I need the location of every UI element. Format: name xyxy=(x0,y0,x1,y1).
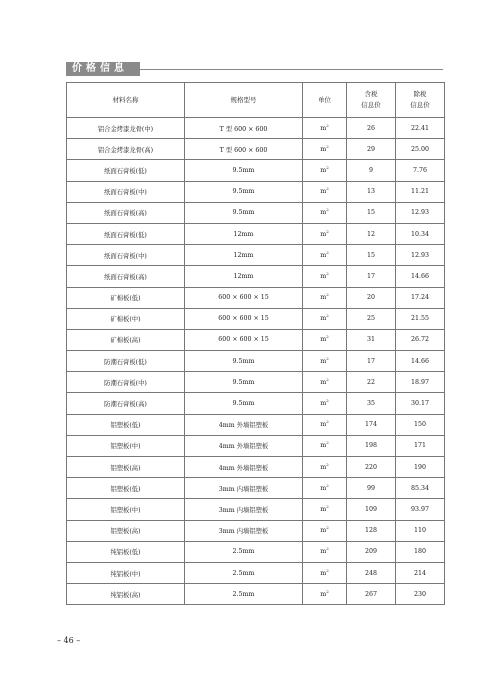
cell-net-price: 7.76 xyxy=(396,160,445,181)
cell-net-price: 30.17 xyxy=(396,393,445,414)
cell-net-price: 110 xyxy=(396,520,445,541)
unit-base: m xyxy=(320,357,327,365)
cell-spec-model: 9.5mm xyxy=(185,160,303,181)
cell-spec-model: 600 × 600 × 15 xyxy=(185,287,303,308)
cell-net-price: 25.00 xyxy=(396,139,445,160)
cell-unit xyxy=(303,118,347,139)
table-row xyxy=(67,562,445,583)
cell-net-price: 22.41 xyxy=(396,118,445,139)
cell-net-price: 214 xyxy=(396,562,445,583)
cell-net-price: 17.24 xyxy=(396,287,445,308)
unit-exponent: 2 xyxy=(326,270,329,276)
cell-tax-price: 25 xyxy=(347,308,396,329)
unit-base: m xyxy=(320,272,327,280)
cell-spec-model: 12mm xyxy=(185,266,303,287)
header-material-name: 材料名称 xyxy=(67,83,185,118)
unit-base: m xyxy=(320,484,327,492)
cell-tax-price: 267 xyxy=(347,584,396,605)
cell-material-name: 铝塑板(中) xyxy=(67,499,185,520)
header-net-price xyxy=(396,83,445,118)
cell-unit xyxy=(303,329,347,350)
cell-material-name: 矿棉板(中) xyxy=(67,308,185,329)
section-divider xyxy=(140,69,443,70)
table-row xyxy=(67,457,445,478)
unit-exponent: 2 xyxy=(326,461,329,467)
table-row xyxy=(67,287,445,308)
cell-material-name: 纸面石膏板(低) xyxy=(67,223,185,244)
table-row xyxy=(67,223,445,244)
table-body xyxy=(67,118,445,605)
cell-material-name: 铝塑板(高) xyxy=(67,457,185,478)
unit-exponent: 2 xyxy=(326,292,329,297)
cell-tax-price: 15 xyxy=(347,245,396,266)
cell-net-price: 14.66 xyxy=(396,266,445,287)
cell-material-name: 铝合金烤漆龙骨(中) xyxy=(67,118,185,139)
cell-spec-model: 2.5mm xyxy=(185,541,303,562)
cell-tax-price: 174 xyxy=(347,414,396,435)
table-row xyxy=(67,351,445,372)
cell-tax-price: 248 xyxy=(347,562,396,583)
cell-net-price: 11.21 xyxy=(396,181,445,202)
cell-spec-model: T 型 600 × 600 xyxy=(185,118,303,139)
unit-exponent: 2 xyxy=(326,355,329,361)
table-row xyxy=(67,414,445,435)
cell-spec-model: 9.5mm xyxy=(185,372,303,393)
cell-unit xyxy=(303,308,347,329)
cell-unit xyxy=(303,457,347,478)
header-tax-line1: 含税 xyxy=(364,90,378,98)
unit-base: m xyxy=(320,336,327,344)
cell-unit xyxy=(303,202,347,223)
cell-material-name: 铝塑板(高) xyxy=(67,520,185,541)
unit-base: m xyxy=(320,209,327,217)
cell-unit xyxy=(303,181,347,202)
cell-material-name: 铝塑板(中) xyxy=(67,435,185,456)
cell-tax-price: 12 xyxy=(347,223,396,244)
unit-base: m xyxy=(320,251,327,259)
unit-base: m xyxy=(320,188,327,196)
cell-unit xyxy=(303,287,347,308)
cell-unit xyxy=(303,478,347,499)
cell-unit xyxy=(303,584,347,605)
cell-unit xyxy=(303,520,347,541)
unit-exponent: 2 xyxy=(326,546,329,552)
cell-unit xyxy=(303,393,347,414)
cell-net-price: 10.34 xyxy=(396,223,445,244)
table-row xyxy=(67,372,445,393)
unit-exponent: 2 xyxy=(326,503,329,509)
cell-net-price: 21.55 xyxy=(396,308,445,329)
cell-material-name: 防潮石膏板(高) xyxy=(67,393,185,414)
cell-tax-price: 220 xyxy=(347,457,396,478)
table-row xyxy=(67,329,445,350)
cell-unit xyxy=(303,351,347,372)
cell-unit xyxy=(303,562,347,583)
cell-tax-price: 209 xyxy=(347,541,396,562)
table-row xyxy=(67,499,445,520)
cell-material-name: 纯铝板(高) xyxy=(67,584,185,605)
page-number: – 46 – xyxy=(57,636,81,645)
unit-exponent: 2 xyxy=(326,164,329,170)
cell-net-price: 180 xyxy=(396,541,445,562)
cell-tax-price: 35 xyxy=(347,393,396,414)
cell-unit xyxy=(303,372,347,393)
table-row xyxy=(67,393,445,414)
cell-spec-model: 2.5mm xyxy=(185,562,303,583)
cell-spec-model: 4mm 外墙铝塑板 xyxy=(185,435,303,456)
cell-material-name: 纸面石膏板(中) xyxy=(67,245,185,266)
unit-exponent: 2 xyxy=(326,376,329,382)
cell-material-name: 矿棉板(低) xyxy=(67,287,185,308)
cell-spec-model: 3mm 内墙铝塑板 xyxy=(185,499,303,520)
cell-spec-model: T 型 600 × 600 xyxy=(185,139,303,160)
unit-base: m xyxy=(320,421,327,429)
unit-exponent: 2 xyxy=(326,334,329,340)
unit-exponent: 2 xyxy=(326,249,329,255)
unit-exponent: 2 xyxy=(326,397,329,403)
table-row xyxy=(67,181,445,202)
unit-base: m xyxy=(320,527,327,535)
cell-spec-model: 600 × 600 × 15 xyxy=(185,329,303,350)
cell-net-price: 14.66 xyxy=(396,351,445,372)
unit-base: m xyxy=(320,124,327,132)
table-row xyxy=(67,202,445,223)
cell-tax-price: 9 xyxy=(347,160,396,181)
cell-unit xyxy=(303,541,347,562)
cell-spec-model: 9.5mm xyxy=(185,202,303,223)
header-tax-line2: 信息价 xyxy=(361,101,381,109)
table-row xyxy=(67,139,445,160)
unit-base: m xyxy=(320,463,327,471)
cell-material-name: 矿棉板(高) xyxy=(67,329,185,350)
price-table xyxy=(66,82,445,605)
cell-material-name: 纸面石膏板(低) xyxy=(67,160,185,181)
cell-net-price: 230 xyxy=(396,584,445,605)
cell-material-name: 防潮石膏板(中) xyxy=(67,372,185,393)
table-row xyxy=(67,584,445,605)
cell-spec-model: 12mm xyxy=(185,245,303,266)
header-unit: 单位 xyxy=(303,83,347,118)
cell-material-name: 铝塑板(低) xyxy=(67,478,185,499)
cell-material-name: 纸面石膏板(高) xyxy=(67,266,185,287)
unit-exponent: 2 xyxy=(326,186,329,192)
unit-base: m xyxy=(320,378,327,386)
unit-base: m xyxy=(320,505,327,513)
cell-material-name: 防潮石膏板(低) xyxy=(67,351,185,372)
cell-unit xyxy=(303,266,347,287)
unit-exponent: 2 xyxy=(326,567,329,573)
cell-net-price: 85.34 xyxy=(396,478,445,499)
unit-base: m xyxy=(320,145,327,153)
table-row xyxy=(67,160,445,181)
cell-unit xyxy=(303,245,347,266)
table-row xyxy=(67,478,445,499)
cell-tax-price: 26 xyxy=(347,118,396,139)
cell-unit xyxy=(303,223,347,244)
cell-tax-price: 17 xyxy=(347,351,396,372)
unit-base: m xyxy=(320,400,327,408)
cell-net-price: 12.93 xyxy=(396,245,445,266)
cell-net-price: 150 xyxy=(396,414,445,435)
table-header-row xyxy=(67,83,445,118)
unit-exponent: 2 xyxy=(326,313,329,319)
cell-unit xyxy=(303,139,347,160)
cell-spec-model: 4mm 外墙铝塑板 xyxy=(185,414,303,435)
cell-unit xyxy=(303,499,347,520)
unit-exponent: 2 xyxy=(326,207,329,213)
header-tax-price xyxy=(347,83,396,118)
unit-base: m xyxy=(320,230,327,238)
header-net-line2: 信息价 xyxy=(410,101,430,109)
cell-spec-model: 12mm xyxy=(185,223,303,244)
header-spec-model: 规格型号 xyxy=(185,83,303,118)
unit-base: m xyxy=(320,442,327,450)
unit-exponent: 2 xyxy=(326,143,329,149)
cell-tax-price: 22 xyxy=(347,372,396,393)
cell-net-price: 12.93 xyxy=(396,202,445,223)
cell-material-name: 纸面石膏板(中) xyxy=(67,181,185,202)
unit-exponent: 2 xyxy=(326,482,329,488)
cell-spec-model: 9.5mm xyxy=(185,351,303,372)
cell-net-price: 171 xyxy=(396,435,445,456)
table-row xyxy=(67,308,445,329)
cell-unit xyxy=(303,414,347,435)
unit-exponent: 2 xyxy=(326,122,329,128)
unit-base: m xyxy=(320,569,327,577)
unit-base: m xyxy=(320,315,327,323)
table-row xyxy=(67,541,445,562)
table-row xyxy=(67,245,445,266)
cell-tax-price: 109 xyxy=(347,499,396,520)
cell-spec-model: 4mm 外墙铝塑板 xyxy=(185,457,303,478)
cell-unit xyxy=(303,435,347,456)
cell-unit xyxy=(303,160,347,181)
cell-material-name: 纯铝板(中) xyxy=(67,562,185,583)
cell-material-name: 铝塑板(低) xyxy=(67,414,185,435)
cell-tax-price: 31 xyxy=(347,329,396,350)
table-row xyxy=(67,266,445,287)
cell-material-name: 纸面石膏板(高) xyxy=(67,202,185,223)
cell-spec-model: 2.5mm xyxy=(185,584,303,605)
cell-tax-price: 99 xyxy=(347,478,396,499)
cell-tax-price: 15 xyxy=(347,202,396,223)
cell-material-name: 铝合金烤漆龙骨(高) xyxy=(67,139,185,160)
cell-spec-model: 3mm 内墙铝塑板 xyxy=(185,520,303,541)
table-row xyxy=(67,435,445,456)
cell-spec-model: 9.5mm xyxy=(185,393,303,414)
unit-exponent: 2 xyxy=(326,440,329,446)
header-net-line1: 除税 xyxy=(413,90,427,98)
unit-base: m xyxy=(320,166,327,174)
cell-spec-model: 9.5mm xyxy=(185,181,303,202)
cell-spec-model: 3mm 内墙铝塑板 xyxy=(185,478,303,499)
cell-net-price: 18.97 xyxy=(396,372,445,393)
unit-exponent: 2 xyxy=(326,588,329,594)
cell-spec-model: 600 × 600 × 15 xyxy=(185,308,303,329)
cell-tax-price: 13 xyxy=(347,181,396,202)
cell-net-price: 190 xyxy=(396,457,445,478)
unit-exponent: 2 xyxy=(326,525,329,531)
cell-tax-price: 198 xyxy=(347,435,396,456)
cell-tax-price: 128 xyxy=(347,520,396,541)
cell-net-price: 93.97 xyxy=(396,499,445,520)
unit-exponent: 2 xyxy=(326,419,329,425)
unit-exponent: 2 xyxy=(326,228,329,234)
cell-tax-price: 17 xyxy=(347,266,396,287)
table-row xyxy=(67,520,445,541)
cell-net-price: 26.72 xyxy=(396,329,445,350)
table-row xyxy=(67,118,445,139)
cell-tax-price: 20 xyxy=(347,287,396,308)
unit-base: m xyxy=(320,548,327,556)
unit-base: m xyxy=(320,590,327,598)
section-title: 价格信息 xyxy=(66,62,140,76)
cell-tax-price: 29 xyxy=(347,139,396,160)
unit-base: m xyxy=(320,294,327,302)
cell-material-name: 纯铝板(低) xyxy=(67,541,185,562)
